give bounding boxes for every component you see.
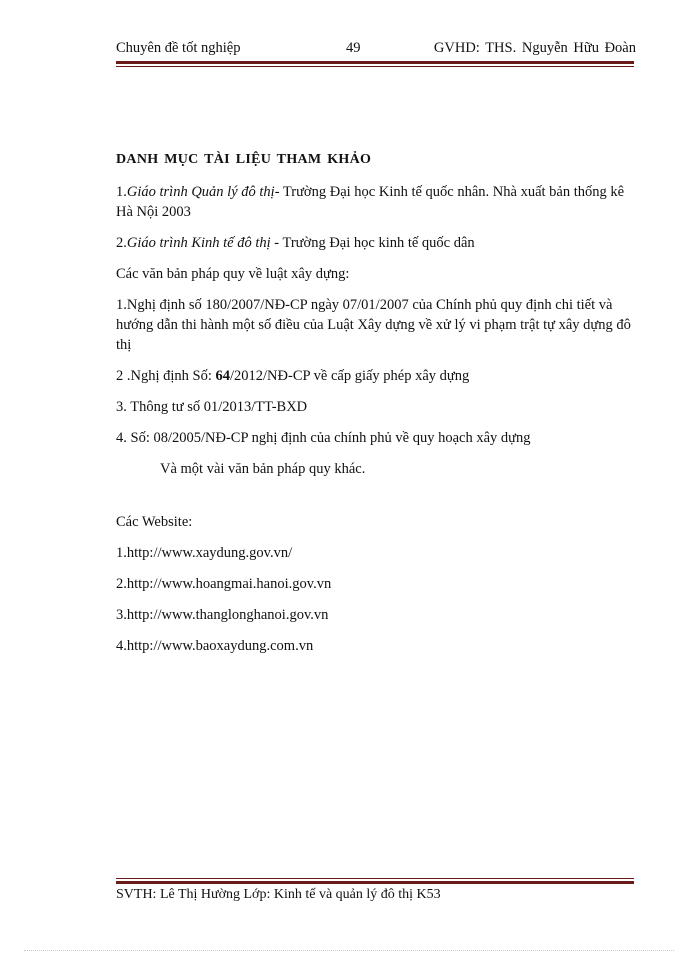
footer-rule-thin: [116, 878, 634, 879]
reference-item: [116, 233, 638, 253]
website-link[interactable]: 1.http://www.xaydung.gov.vn/: [116, 545, 293, 561]
footer-rule-thick: [116, 881, 634, 884]
legal-heading: Các văn bản pháp quy về luật xây dựng:: [116, 266, 350, 282]
legal-item-rest: /2012/NĐ-CP về cấp giấy phép xây dựng: [230, 368, 470, 384]
legal-item: 3. Thông tư số 01/2013/TT-BXD: [116, 399, 308, 415]
reference-title: Giáo trình Quản lý đô thị: [126, 184, 275, 200]
page-number: 49: [346, 40, 361, 56]
page-footer: SVTH: Lê Thị Hường Lớp: Kinh tế và quản lý đô thị K53: [116, 887, 441, 902]
header-rule-thick: [116, 61, 634, 64]
reference-title: Giáo trình Kinh tế đô thị: [126, 235, 271, 251]
website-link[interactable]: 4.http://www.baoxaydung.com.vn: [116, 638, 314, 654]
websites-heading: Các Website:: [116, 514, 193, 530]
legal-item-number: 64: [215, 368, 230, 384]
page-title: DANH MỤC TÀI LIỆU THAM KHẢO: [116, 152, 372, 167]
legal-item: [116, 366, 638, 386]
reference-number: 1.: [116, 184, 127, 200]
header-rule-thin: [116, 66, 634, 67]
reference-item: [116, 182, 638, 222]
header-right: GVHD: THS. Nguyễn Hữu Đoàn: [433, 40, 636, 56]
reference-number: 2.: [116, 235, 127, 251]
page-edge-line: [24, 950, 674, 951]
spacer: [116, 490, 638, 512]
page-header: [116, 40, 636, 60]
legal-item: 1.Nghị định số 180/2007/NĐ-CP ngày 07/01/2007 của Chính phủ quy định chi tiết và hướng dẫn thi hành một số điều của Luật Xây dựng về xử lý vi phạm trật tự xây dựng đô thị: [116, 297, 631, 353]
legal-item: 4. Số: 08/2005/NĐ-CP nghị định của chính phủ về quy hoạch xây dựng: [116, 430, 531, 446]
header-left: Chuyên đề tốt nghiệp: [116, 40, 241, 56]
legal-item-prefix: 2 .Nghị định Số:: [116, 368, 216, 384]
legal-note: Và một vài văn bản pháp quy khác.: [160, 461, 366, 477]
website-link[interactable]: 2.http://www.hoangmai.hanoi.gov.vn: [116, 576, 332, 592]
content: [116, 150, 638, 667]
reference-detail: - Trường Đại học kinh tế quốc dân: [270, 235, 475, 251]
website-link[interactable]: 3.http://www.thanglonghanoi.gov.vn: [116, 607, 329, 623]
reference-detail: - Trường Đại học Kinh tế quốc nhân. Nhà xuất bản thống kê Hà Nội 2003: [116, 184, 625, 220]
